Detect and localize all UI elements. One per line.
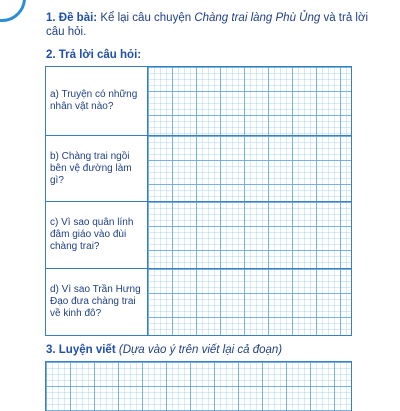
question-answer-table (45, 66, 352, 336)
section3-label: 3. Luyện viết (46, 344, 116, 356)
answer-grid-c[interactable] (148, 202, 351, 268)
answer-grid-d[interactable] (148, 269, 351, 335)
question-b (46, 136, 148, 201)
prompt-text-after: và trả lời câu hỏi. (46, 12, 369, 38)
writing-practice-grid[interactable] (45, 361, 352, 411)
qa-row-a (46, 67, 351, 135)
qa-row-c (46, 201, 351, 268)
question-d (46, 269, 148, 335)
qa-row-d (46, 268, 351, 335)
question-a-text: a) Truyện có những nhân vật nào? (50, 89, 138, 112)
section3-heading (46, 344, 282, 356)
answer-grid-a[interactable] (148, 67, 351, 135)
question-c (46, 202, 148, 268)
question-a (46, 67, 148, 135)
assignment-prompt (46, 11, 376, 39)
question-b-text: b) Chàng trai ngồi bên vệ đường làm gì? (50, 150, 132, 186)
question-d-text: d) Vì sao Trần Hưng Đạo đưa chàng trai về kinh đô? (50, 284, 141, 319)
qa-row-b (46, 135, 351, 201)
question-c-text: c) Vì sao quân lính đâm giáo vào đùi chàng trai? (50, 217, 134, 252)
section2-heading: 2. Trả lời câu hỏi: (46, 49, 142, 61)
story-title: Chàng trai làng Phù Ủng (194, 12, 321, 24)
section1-label: 1. Đề bài: (46, 12, 98, 24)
prompt-text-before: Kể lại câu chuyện (97, 12, 195, 24)
section3-hint: (Dựa vào ý trên viết lại cả đoạn) (118, 344, 283, 356)
corner-circle-decoration (0, 0, 26, 22)
answer-grid-b[interactable] (148, 136, 351, 201)
